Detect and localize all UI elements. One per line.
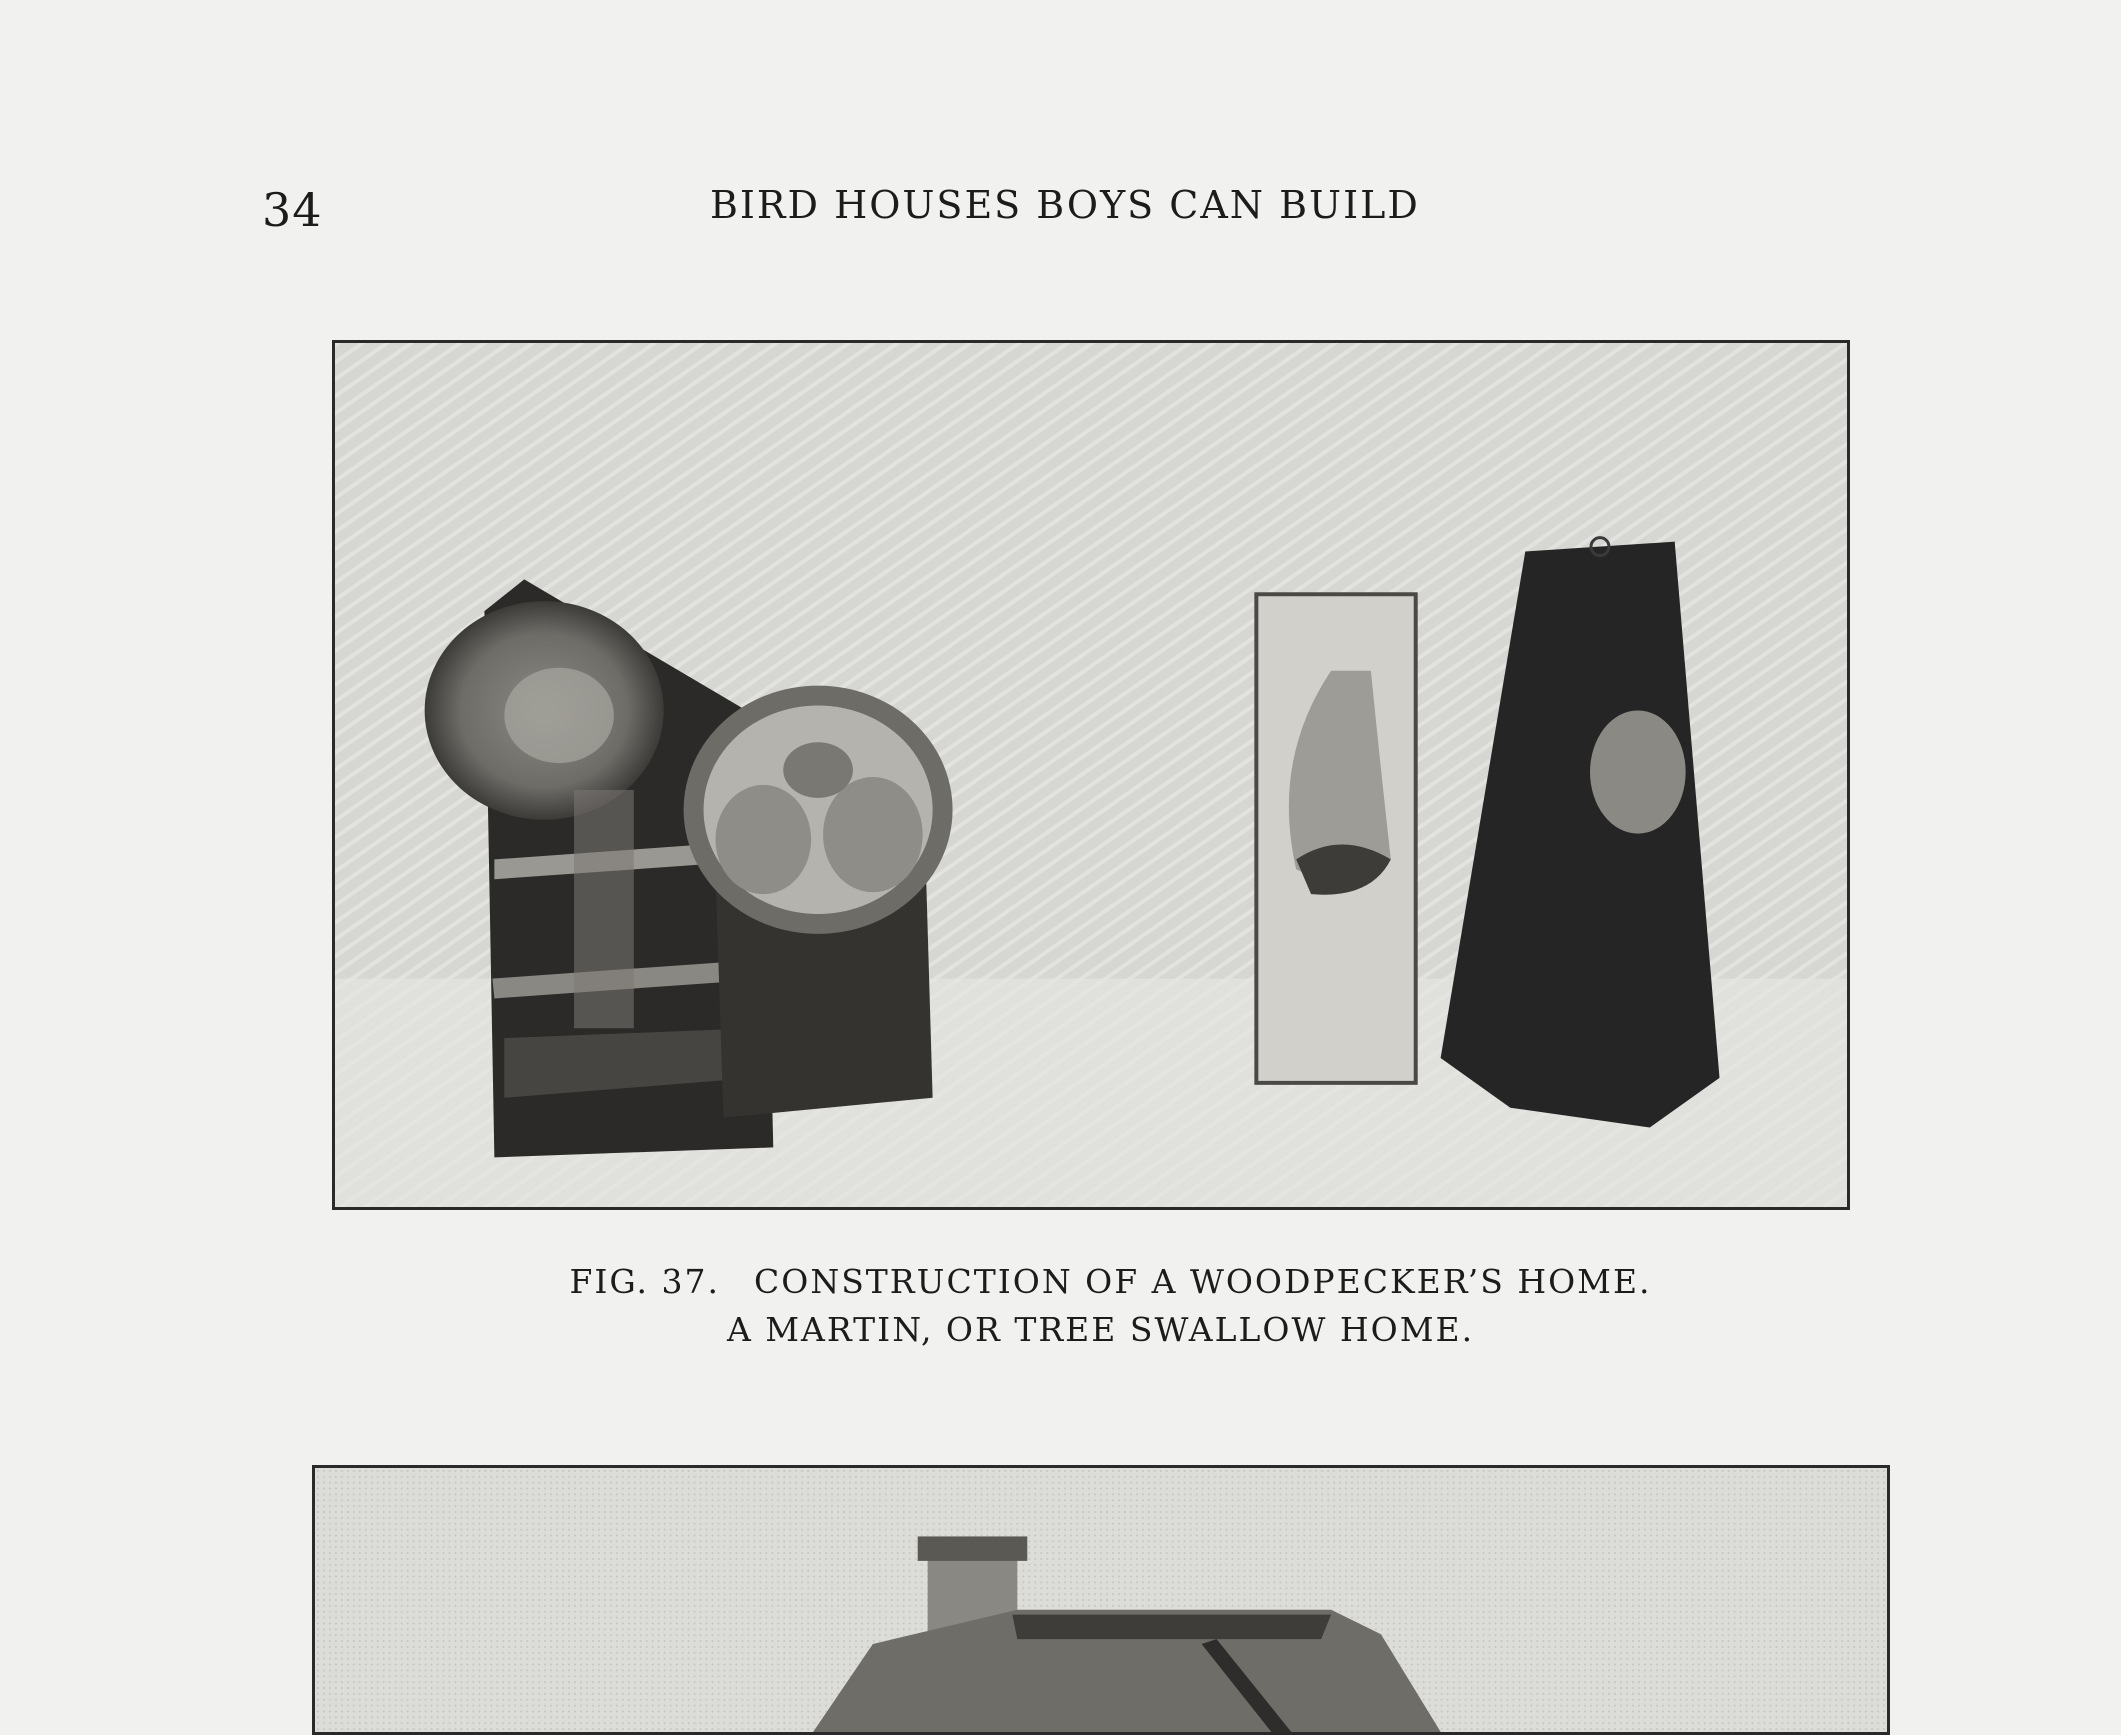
- caption-text-1: CONSTRUCTION OF A WOODPECKER’S HOME.: [754, 1262, 1652, 1301]
- figure-label: FIG. 37.: [569, 1262, 721, 1301]
- running-head: BIRD HOUSES BOYS CAN BUILD: [710, 183, 1420, 227]
- open-log: [684, 686, 953, 1118]
- figure-caption-line1: [50, 1262, 2121, 1301]
- bird-house-photo: [312, 1465, 1890, 1735]
- figure-caption-line2: A MARTIN, OR TREE SWALLOW HOME.: [726, 1310, 1475, 1349]
- board-half: [1256, 594, 1415, 1083]
- page-number: 34: [262, 183, 323, 237]
- woodpecker-home-photo: [332, 340, 1850, 1210]
